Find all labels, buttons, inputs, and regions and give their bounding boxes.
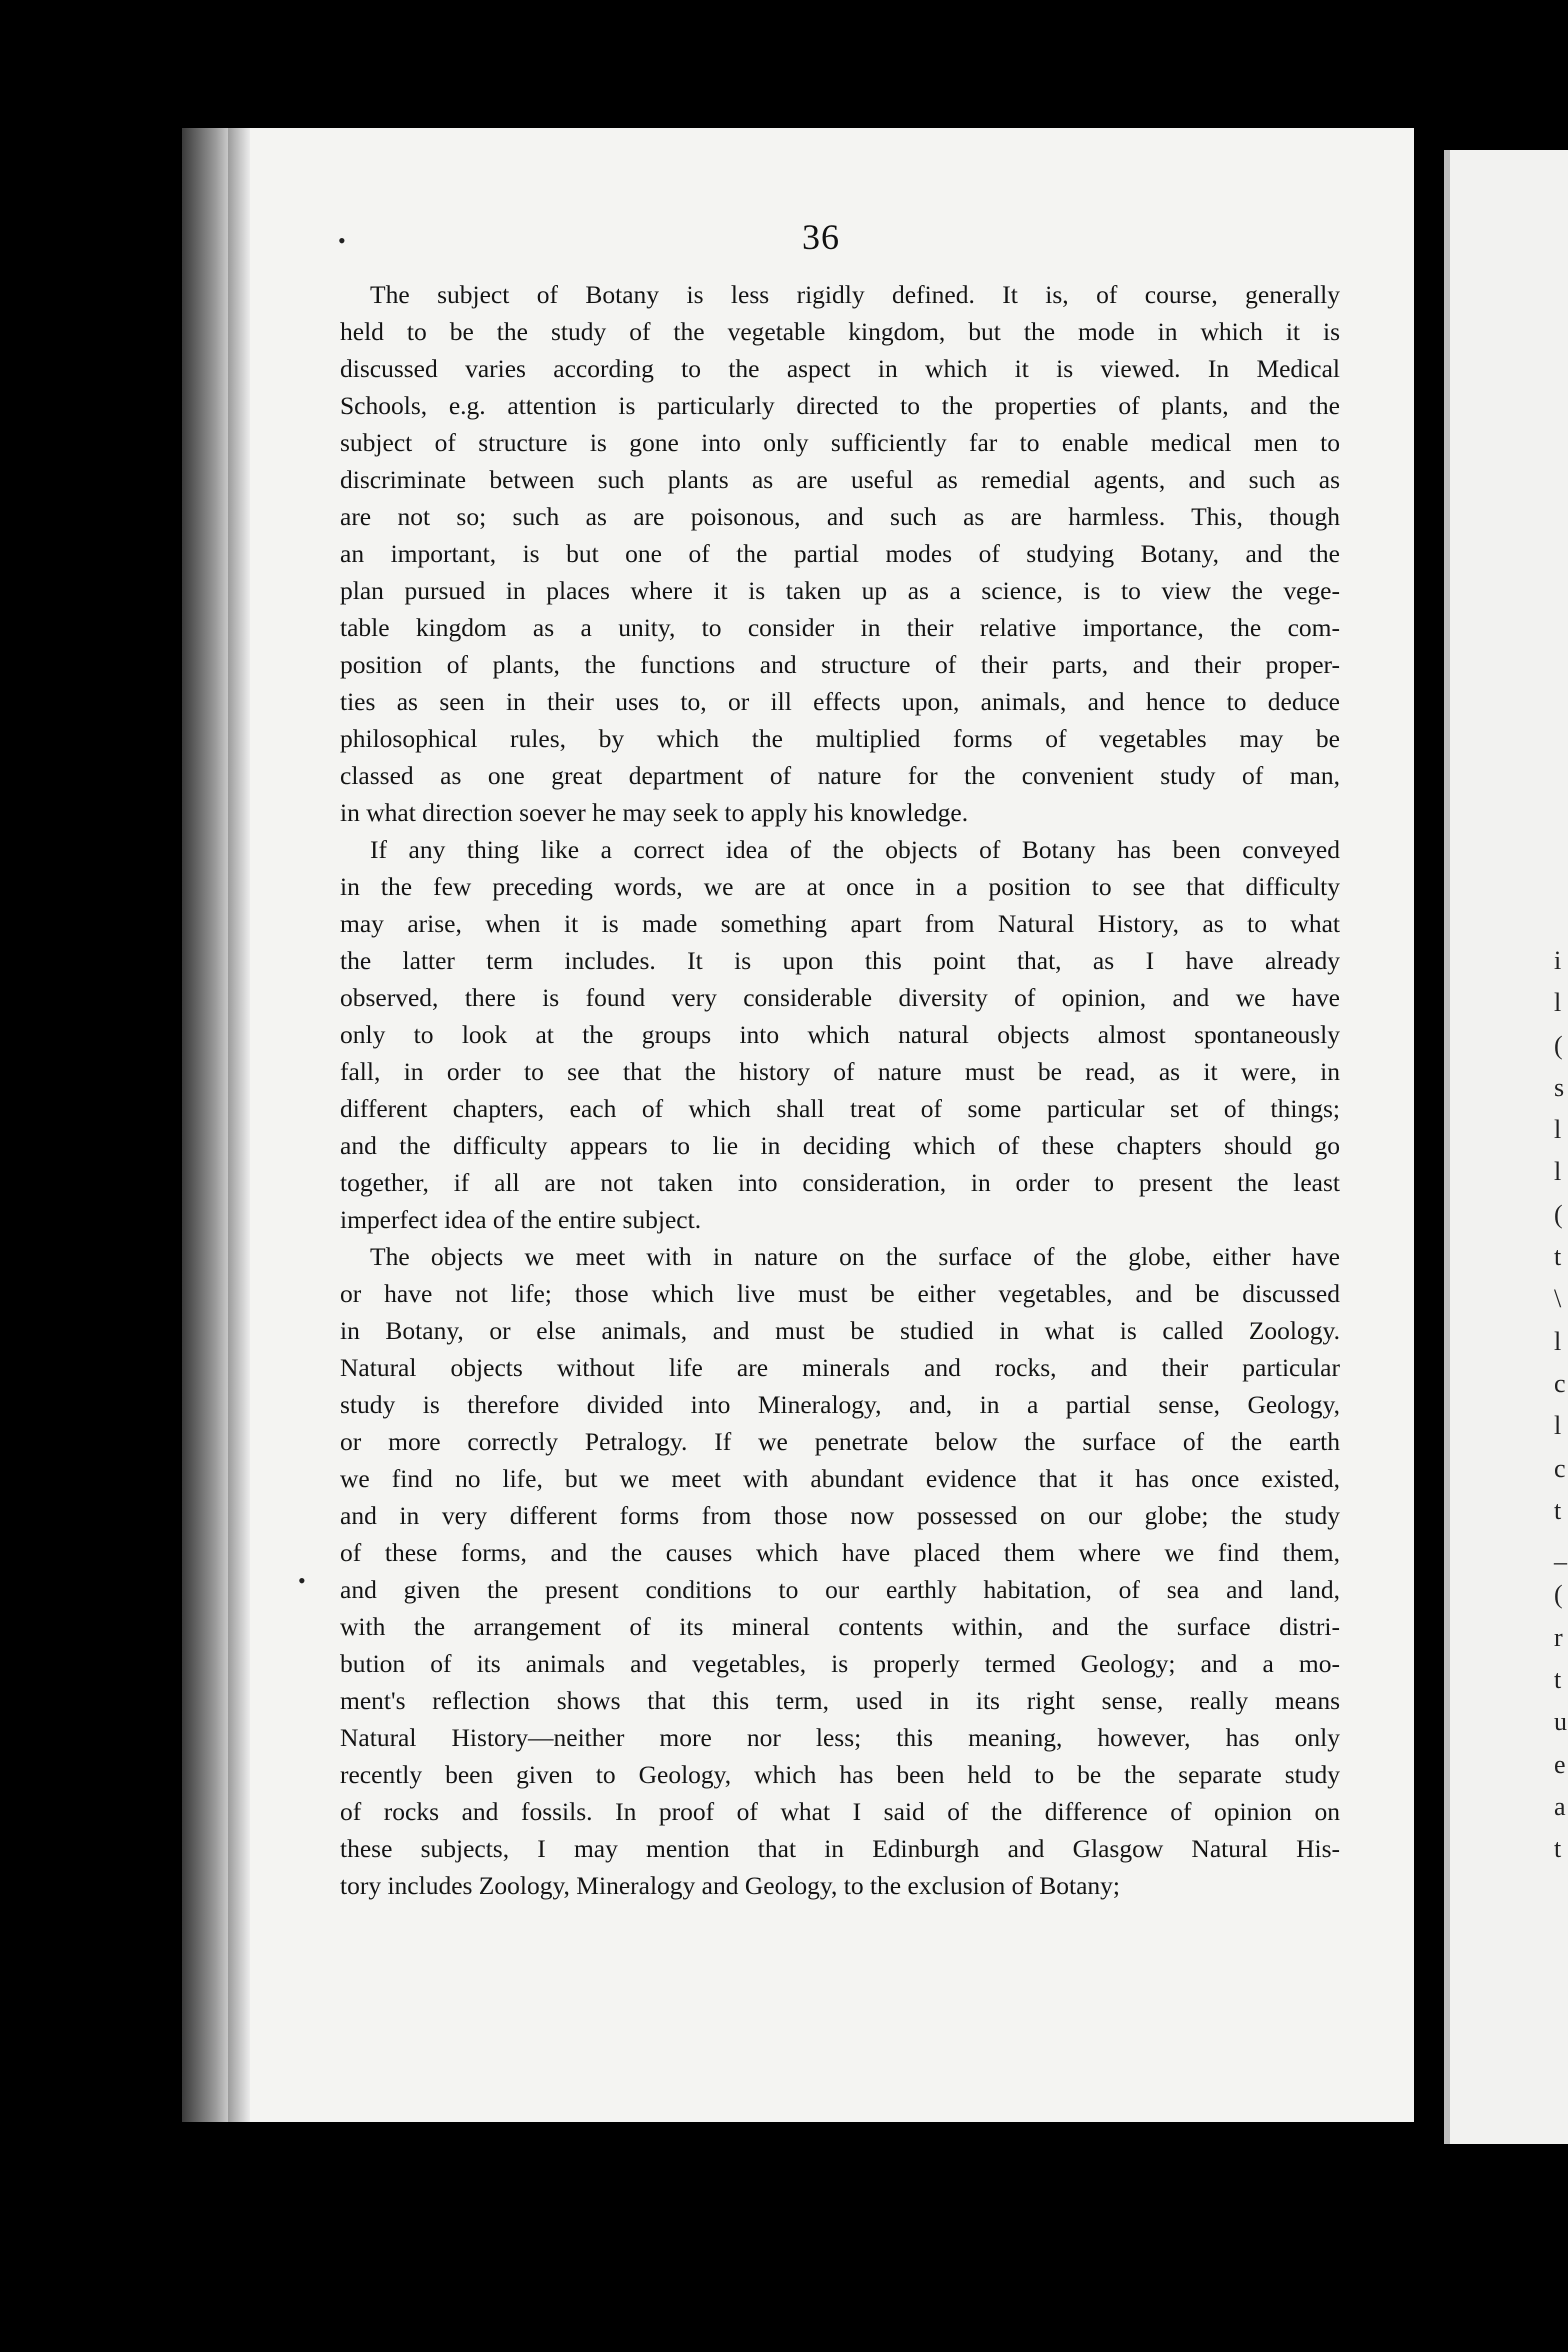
- text-line: philosophical rules, by which the multiplied forms of vegetables may be: [340, 724, 1340, 753]
- paragraph: [340, 831, 1340, 1238]
- facing-page-letter: l: [1554, 1115, 1562, 1145]
- text-line: in the few preceding words, we are at once in a position to see that difficulty: [340, 872, 1340, 901]
- facing-page-letter: l: [1554, 1411, 1562, 1441]
- facing-page-letter: t: [1554, 1834, 1562, 1864]
- facing-page-letter: _: [1554, 1538, 1567, 1568]
- text-line: discussed varies according to the aspect in which it is viewed. In Medical: [340, 354, 1340, 383]
- text-line: or have not life; those which live must be either vegetables, and be discussed: [340, 1279, 1340, 1308]
- page-gutter: [228, 128, 250, 2122]
- text-line: we find no life, but we meet with abundant evidence that it has once existed,: [340, 1464, 1340, 1493]
- text-line: in Botany, or else animals, and must be studied in what is called Zoology.: [340, 1316, 1340, 1345]
- facing-page-letter: \: [1554, 1284, 1562, 1314]
- text-line: subject of structure is gone into only sufficiently far to enable medical men to: [340, 428, 1340, 457]
- facing-page-letter: t: [1554, 1242, 1562, 1272]
- text-line: and given the present conditions to our earthly habitation, of sea and land,: [340, 1575, 1340, 1604]
- text-line: with the arrangement of its mineral contents within, and the surface distri-: [340, 1612, 1340, 1641]
- facing-page-letter: t: [1554, 1665, 1562, 1695]
- stray-ink-mark: •: [338, 228, 346, 253]
- facing-page-edge: [1444, 150, 1568, 2144]
- facing-page-letter: s: [1554, 1072, 1565, 1102]
- facing-page-letter: t: [1554, 1495, 1562, 1525]
- book-page: [228, 128, 1414, 2122]
- text-line: an important, is but one of the partial modes of studying Botany, and the: [340, 539, 1340, 568]
- text-line: bution of its animals and vegetables, is properly termed Geology; and a mo-: [340, 1649, 1340, 1678]
- text-line: different chapters, each of which shall treat of some particular set of things;: [340, 1094, 1340, 1123]
- text-line: tory includes Zoology, Mineralogy and Geology, to the exclusion of Botany;: [340, 1871, 1120, 1900]
- text-line: Natural objects without life are minerals and rocks, and their particular: [340, 1353, 1340, 1382]
- text-line: table kingdom as a unity, to consider in their relative importance, the com-: [340, 613, 1340, 642]
- text-line: of rocks and fossils. In proof of what I said of the difference of opinion on: [340, 1797, 1340, 1826]
- text-line: together, if all are not taken into consideration, in order to present the least: [340, 1168, 1340, 1197]
- stray-ink-mark: •: [298, 1568, 306, 1593]
- text-line: in what direction soever he may seek to apply his knowledge.: [340, 798, 969, 827]
- text-line: and in very different forms from those now possessed on our globe; the study: [340, 1501, 1340, 1530]
- text-line: fall, in order to see that the history of nature must be read, as it were, in: [340, 1057, 1340, 1086]
- text-line: Schools, e.g. attention is particularly directed to the properties of plants, and the: [340, 391, 1340, 420]
- text-line: ties as seen in their uses to, or ill effects upon, animals, and hence to deduce: [340, 687, 1340, 716]
- text-line: Natural History—neither more nor less; this meaning, however, has only: [340, 1723, 1340, 1752]
- text-line: are not so; such as are poisonous, and such as are harmless. This, though: [340, 502, 1340, 531]
- facing-page-letter: a: [1554, 1791, 1566, 1821]
- facing-page-letter: e: [1554, 1749, 1566, 1779]
- text-line: The objects we meet with in nature on the surface of the globe, either have: [370, 1242, 1340, 1271]
- text-line: observed, there is found very considerable diversity of opinion, and we have: [340, 983, 1340, 1012]
- body-text: [340, 276, 1340, 1904]
- text-line: classed as one great department of nature for the convenient study of man,: [340, 761, 1340, 790]
- facing-page-letter: (: [1554, 1199, 1563, 1229]
- text-line: and the difficulty appears to lie in deciding which of these chapters should go: [340, 1131, 1340, 1160]
- facing-page-letter: r: [1554, 1622, 1563, 1652]
- facing-page-fragments: [1554, 940, 1567, 1871]
- facing-page-letter: (: [1554, 1580, 1563, 1610]
- text-line: these subjects, I may mention that in Edinburgh and Glasgow Natural His-: [340, 1834, 1340, 1863]
- text-line: study is therefore divided into Mineralogy, and, in a partial sense, Geology,: [340, 1390, 1340, 1419]
- text-line: of these forms, and the causes which have placed them where we find them,: [340, 1538, 1340, 1567]
- text-line: the latter term includes. It is upon this point that, as I have already: [340, 946, 1340, 975]
- text-line: recently been given to Geology, which has been held to be the separate study: [340, 1760, 1340, 1789]
- paragraph: [340, 1238, 1340, 1904]
- paragraph: [340, 276, 1340, 831]
- facing-page-letter: l: [1554, 1326, 1562, 1356]
- book-spine-shadow: [182, 128, 230, 2122]
- text-line: plan pursued in places where it is taken up as a science, is to view the vege-: [340, 576, 1340, 605]
- facing-page-letter: l: [1554, 1157, 1562, 1187]
- text-line: ment's reflection shows that this term, used in its right sense, really means: [340, 1686, 1340, 1715]
- facing-page-letter: i: [1554, 946, 1562, 975]
- facing-page-gutter: [1444, 150, 1450, 2144]
- text-line: The subject of Botany is less rigidly defined. It is, of course, generally: [370, 280, 1340, 309]
- text-line: imperfect idea of the entire subject.: [340, 1205, 702, 1234]
- text-line: held to be the study of the vegetable kingdom, but the mode in which it is: [340, 317, 1340, 346]
- facing-page-letter: (: [1554, 1030, 1563, 1060]
- facing-page-letter: l: [1554, 988, 1562, 1018]
- text-line: position of plants, the functions and structure of their parts, and their proper-: [340, 650, 1340, 679]
- text-line: may arise, when it is made something apart from Natural History, as to what: [340, 909, 1340, 938]
- facing-page-letter: c: [1554, 1368, 1566, 1398]
- text-line: If any thing like a correct idea of the objects of Botany has been conveyed: [370, 835, 1340, 864]
- facing-page-letter: c: [1554, 1453, 1566, 1483]
- text-line: only to look at the groups into which natural objects almost spontaneously: [340, 1020, 1340, 1049]
- text-line: or more correctly Petralogy. If we penetrate below the surface of the earth: [340, 1427, 1340, 1456]
- facing-page-letter: u: [1554, 1707, 1567, 1737]
- text-line: discriminate between such plants as are useful as remedial agents, and such as: [340, 465, 1340, 494]
- page-number: 36: [802, 217, 840, 257]
